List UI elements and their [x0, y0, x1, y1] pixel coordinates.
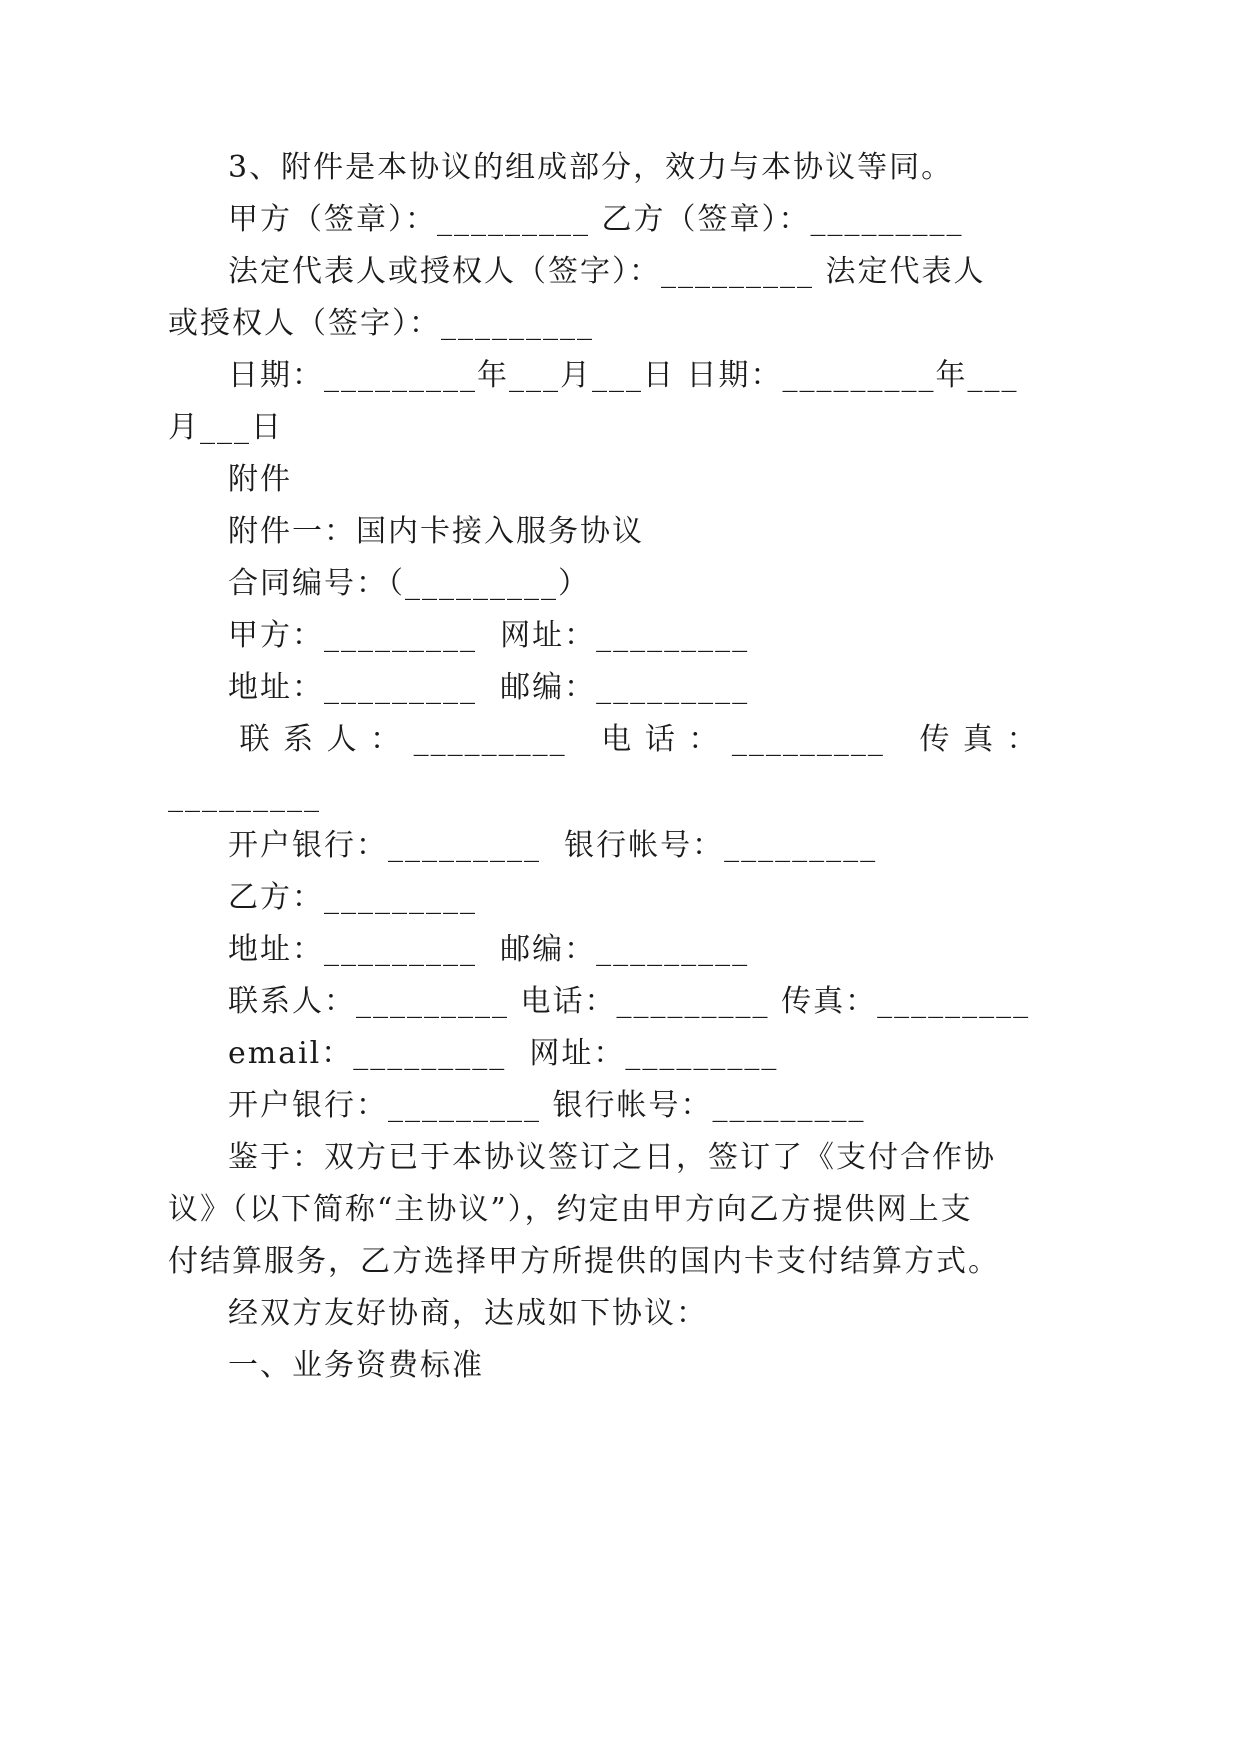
attachment-heading: 附件 [228, 462, 292, 497]
attachment-clause-3: 3、附件是本协议的组成部分，效力与本协议等同。 [228, 150, 954, 185]
attachment-one-title: 附件一：国内卡接入服务协议 [228, 514, 644, 549]
contract-number-line: 合同编号：（_________） [228, 566, 590, 601]
whereas-paragraph-line-2: 议》（以下简称“主协议”），约定由甲方向乙方提供网上支 [168, 1192, 973, 1227]
party-b-line: 乙方：_________ [228, 880, 477, 915]
party-a-fax-blank: _________ [168, 778, 321, 813]
party-b-contact-line: 联系人：_________ 电话：_________ 传真：_________ [228, 984, 1031, 1019]
whereas-paragraph-line-3: 付结算服务，乙方选择甲方所提供的国内卡支付结算方式。 [168, 1244, 1000, 1279]
party-a-contact-line: 联 系 人 ： _________ 电 话 ： _________ 传 真 ： [228, 722, 1039, 757]
party-a-bank-line: 开户银行：_________ 银行帐号：_________ [228, 828, 878, 863]
party-b-bank-line: 开户银行：_________ 银行帐号：_________ [228, 1088, 866, 1123]
agreement-intro: 经双方友好协商，达成如下协议： [228, 1296, 708, 1331]
party-b-email-line: email：_________ 网址：_________ [228, 1036, 779, 1071]
whereas-paragraph-line-1: 鉴于：双方已于本协议签订之日，签订了《支付合作协 [228, 1140, 996, 1175]
party-a-website-line: 甲方：_________ 网址：_________ [228, 618, 750, 653]
signature-seal-line: 甲方（签章）：_________ 乙方（签章）：_________ [228, 202, 964, 237]
representative-signature-line-cont: 或授权人（签字）：_________ [168, 306, 594, 341]
representative-signature-line: 法定代表人或授权人（签字）：_________ 法定代表人 [228, 254, 986, 289]
date-line: 日期：_________年___月___日 日期：_________年___ [228, 358, 1019, 393]
section-one-heading: 一、业务资费标准 [228, 1348, 484, 1383]
party-b-address-line: 地址：_________ 邮编：_________ [228, 932, 750, 967]
date-line-cont: 月___日 [168, 410, 283, 445]
party-a-address-line: 地址：_________ 邮编：_________ [228, 670, 750, 705]
